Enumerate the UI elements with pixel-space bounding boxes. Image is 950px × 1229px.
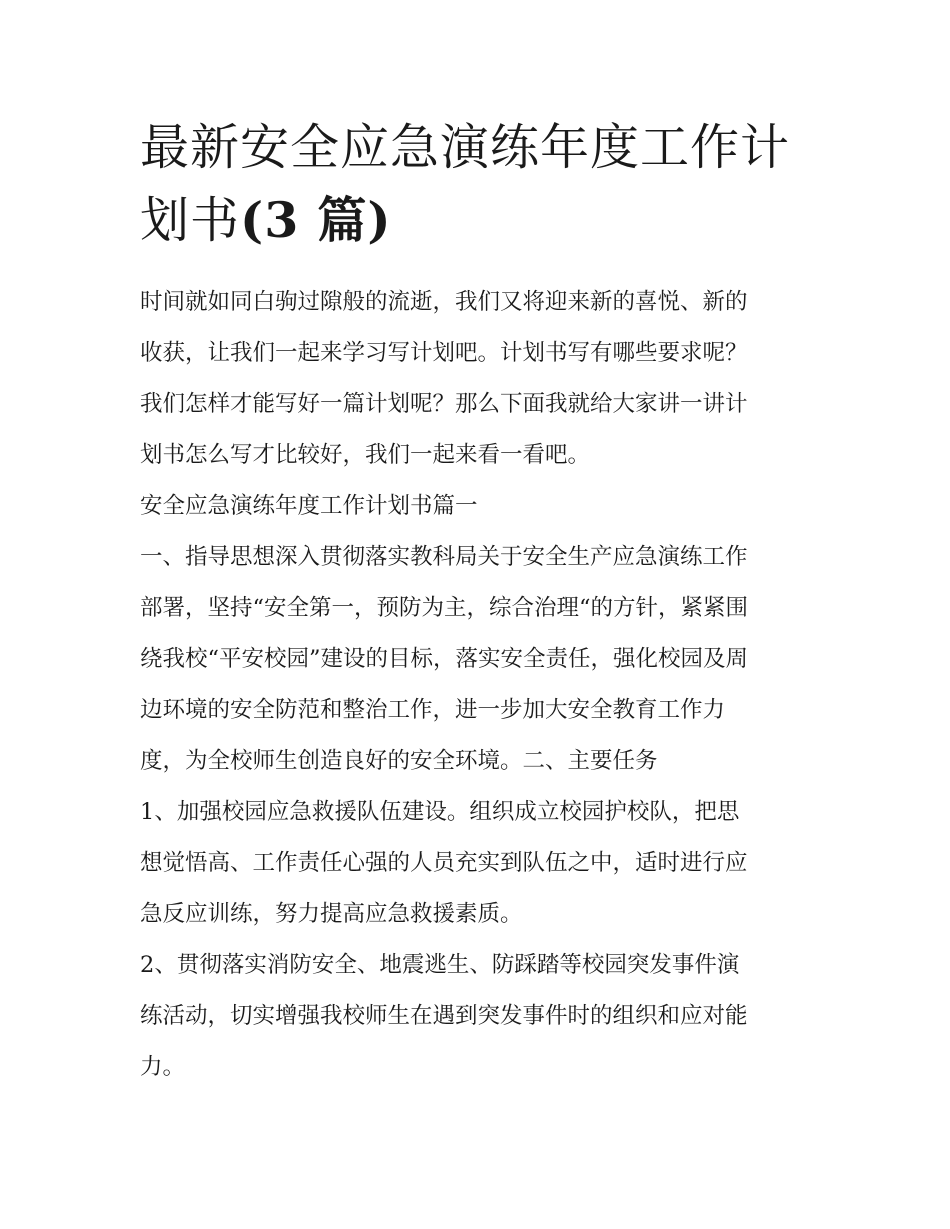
- task-paragraph-1: [140, 787, 820, 940]
- text-line: 力。: [140, 1054, 186, 1080]
- text-line: 部署，坚持“安全第一，预防为主，综合治理“的方针，紧紧围: [140, 595, 749, 621]
- document-page: [140, 112, 820, 1093]
- text-line: 边环境的安全防范和整治工作，进一步加大安全教育工作力: [140, 697, 726, 723]
- text-line: 绕我校“平安校园”建设的目标，落实安全责任，强化校园及周: [140, 646, 749, 672]
- document-body: [140, 277, 820, 1093]
- text-line: 收获，让我们一起来学习写计划吧。计划书写有哪些要求呢？: [140, 340, 748, 366]
- task-paragraph-2: [140, 940, 820, 1093]
- text-line: 想觉悟高、工作责任心强的人员充实到队伍之中，适时进行应: [140, 850, 748, 876]
- text-line: 划书怎么写才比较好，我们一起来看一看吧。: [140, 442, 591, 468]
- text-line: 时间就如同白驹过隙般的流逝，我们又将迎来新的喜悦、新的: [140, 289, 748, 315]
- guiding-thought-paragraph: [140, 532, 820, 787]
- title-line-text: 划书: [140, 192, 241, 249]
- text-line: 度，为全校师生创造良好的安全环境。二、主要任务: [140, 748, 658, 774]
- text-line: 我们怎样才能写好一篇计划呢？那么下面我就给大家讲一讲计: [140, 391, 748, 417]
- text-line: 一、指导思想深入贯彻落实教科局关于安全生产应急演练工作: [140, 544, 748, 570]
- title-suffix: (3 篇): [240, 191, 392, 249]
- text-line: 安全应急演练年度工作计划书篇一: [140, 493, 478, 519]
- title-line: 最新安全应急演练年度工作计: [140, 119, 791, 176]
- text-line: 急反应训练，努力提高应急救援素质。: [140, 901, 523, 927]
- text-line: 练活动，切实增强我校师生在遇到突发事件时的组织和应对能: [140, 1003, 748, 1029]
- title-line: [140, 184, 820, 257]
- text-line: 1、加强校园应急救援队伍建设。组织成立校园护校队，把思: [140, 799, 740, 825]
- document-title: [140, 112, 820, 257]
- text-line: 2、贯彻落实消防安全、地震逃生、防踩踏等校园突发事件演: [140, 952, 740, 978]
- intro-paragraph: [140, 277, 820, 481]
- section-heading: [140, 481, 820, 532]
